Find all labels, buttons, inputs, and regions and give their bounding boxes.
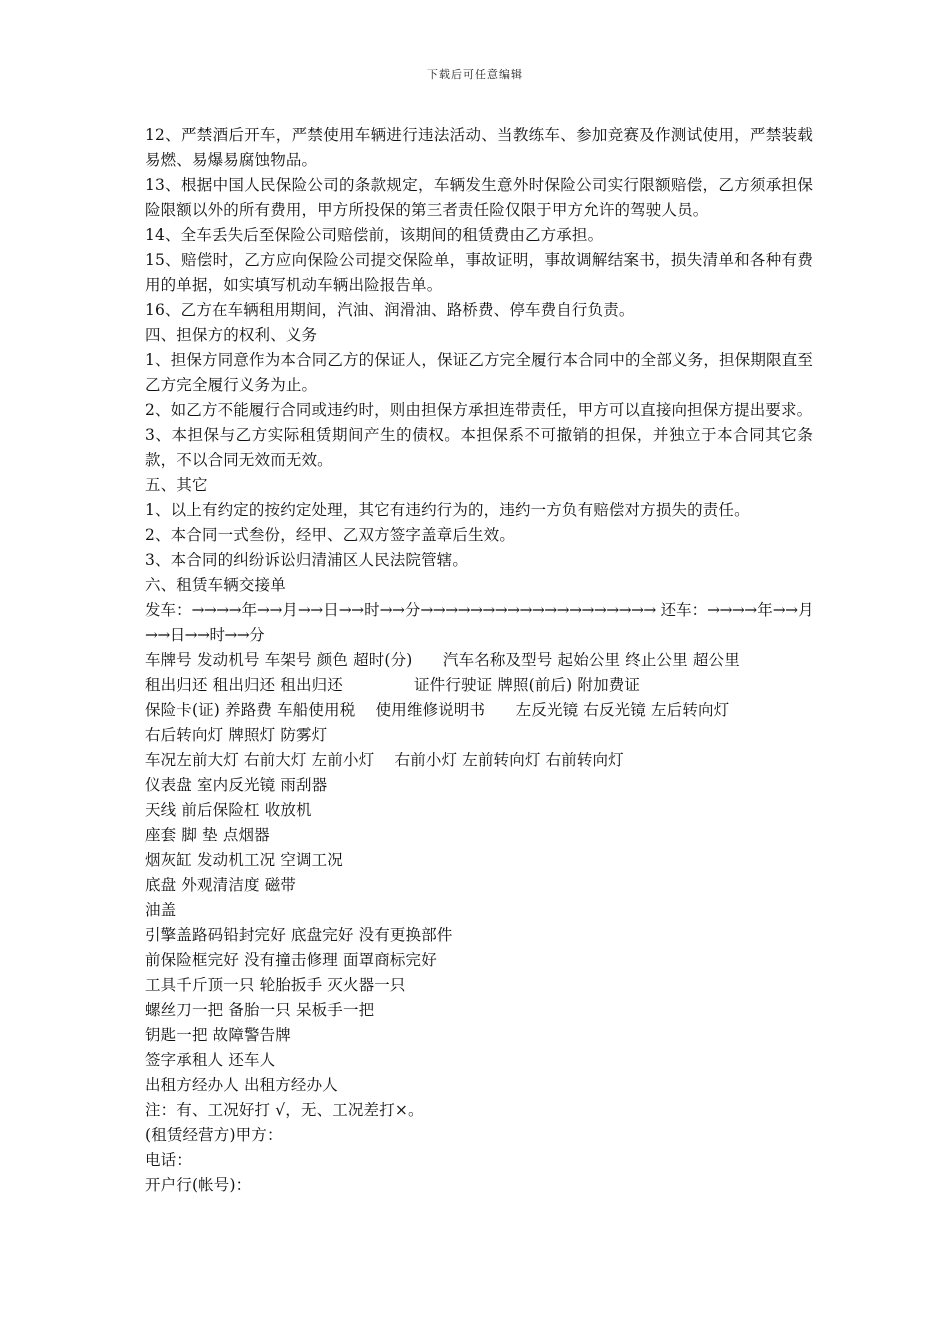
clause-13: 13、根据中国人民保险公司的条款规定，车辆发生意外时保险公司实行限额赔偿，乙方须承担保险限额以外的所有费用，甲方所投保的第三者责任险仅限于甲方允许的驾驶人员。 [145, 176, 813, 219]
handover-row: 座套 脚 垫 点烟器 [145, 826, 270, 844]
handover-row: 螺丝刀一把 备胎一只 呆板手一把 [145, 1001, 375, 1019]
section-heading-handover: 六、租赁车辆交接单 [145, 576, 286, 594]
signature-row: 签字承租人 还车人 [145, 1051, 276, 1069]
clause-15: 15、赔偿时，乙方应向保险公司提交保险单，事故证明，事故调解结案书，损失清单和各种有费用的单据，如实填写机动车辆出险报告单。 [145, 251, 813, 294]
clause-14: 14、全车丢失后至保险公司赔偿前，该期间的租赁费由乙方承担。 [145, 226, 604, 244]
section-heading-other: 五、其它 [145, 476, 208, 494]
other-clause-2: 2、本合同一式叁份，经甲、乙双方签字盖章后生效。 [145, 526, 515, 544]
handover-row: 车牌号 发动机号 车架号 颜色 超时(分) 汽车名称及型号 起始公里 终止公里 超公里 [145, 651, 740, 669]
handover-note: 注：有、工况好打 √，无、工况差打×。 [145, 1101, 424, 1119]
party-a-line: (租赁经营方)甲方： [145, 1126, 283, 1144]
guarantor-clause-2: 2、如乙方不能履行合同或违约时，则由担保方承担连带责任，甲方可以直接向担保方提出要求。 [145, 401, 813, 419]
clause-12: 12、严禁酒后开车，严禁使用车辆进行违法活动、当教练车、参加竞赛及作测试使用，严禁装载易燃、易爆易腐蚀物品。 [145, 126, 813, 169]
other-clause-1: 1、以上有约定的按约定处理，其它有违约行为的，违约一方负有赔偿对方损失的责任。 [145, 501, 750, 519]
handover-row: 油盖 [145, 901, 177, 919]
handover-row: 右后转向灯 牌照灯 防雾灯 [145, 726, 328, 744]
handover-row: 前保险框完好 没有撞击修理 面罩商标完好 [145, 951, 437, 969]
guarantor-clause-3: 3、本担保与乙方实际租赁期间产生的债权。本担保系不可撤销的担保，并独立于本合同其它条款，不以合同无效而无效。 [145, 426, 813, 469]
handover-row: 底盘 外观清洁度 磁带 [145, 876, 297, 894]
handover-row: 保险卡(证) 养路费 车船使用税 使用维修说明书 左反光镜 右反光镜 左后转向灯 [145, 701, 730, 719]
handover-row: 工具千斤顶一只 轮胎扳手 灭火器一只 [145, 976, 406, 994]
guarantor-clause-1: 1、担保方同意作为本合同乙方的保证人，保证乙方完全履行本合同中的全部义务，担保期限直至乙方完全履行义务为止。 [145, 351, 813, 394]
handover-row: 租出归还 租出归还 租出归还 证件行驶证 牌照(前后) 附加费证 [145, 676, 641, 694]
handover-row: 烟灰缸 发动机工况 空调工况 [145, 851, 343, 869]
section-heading-guarantor: 四、担保方的权利、义务 [145, 326, 318, 344]
page-header: 下载后可任意编辑 [427, 68, 523, 81]
handover-row: 天线 前后保险杠 收放机 [145, 801, 312, 819]
other-clause-3: 3、本合同的纠纷诉讼归清浦区人民法院管辖。 [145, 551, 469, 569]
bank-account-line: 开户行(帐号)： [145, 1176, 252, 1194]
handover-row: 仪表盘 室内反光镜 雨刮器 [145, 776, 328, 794]
clause-16: 16、乙方在车辆租用期间，汽油、润滑油、路桥费、停车费自行负责。 [145, 301, 635, 319]
handover-row: 车况左前大灯 右前大灯 左前小灯 右前小灯 左前转向灯 右前转向灯 [145, 751, 624, 769]
handover-row: 引擎盖路码铅封完好 底盘完好 没有更换部件 [145, 926, 453, 944]
signature-row: 出租方经办人 出租方经办人 [145, 1076, 338, 1094]
phone-line: 电话： [145, 1151, 192, 1169]
handover-dates-line: 发车：→→→→年→→月→→日→→时→→分→→→→→→→→→→→→→→→→→→→ 还车：→→→→年→→月→→日→→时→→分 [145, 601, 813, 644]
document-body [145, 123, 813, 1198]
handover-row: 钥匙一把 故障警告牌 [145, 1026, 291, 1044]
